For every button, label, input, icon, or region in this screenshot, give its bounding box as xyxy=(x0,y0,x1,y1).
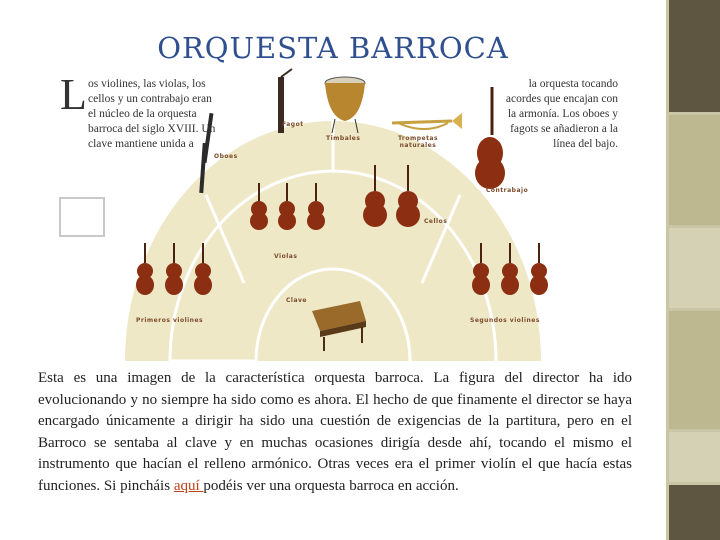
label-timbales: Timbales xyxy=(326,135,361,142)
infographic-title: ORQUESTA BARROCA xyxy=(157,31,509,65)
bar-block-mid xyxy=(669,311,720,429)
label-primeros-violines: Primeros violines xyxy=(136,317,204,324)
placeholder-box xyxy=(59,197,105,237)
intro-text-right: la orquesta tocando acordes que encajan con la armonía. Los oboes y fagots se añadieron a la línea del bajo. xyxy=(505,78,618,150)
bar-block-mid xyxy=(669,115,720,225)
intro-drop-cap: L xyxy=(60,70,87,119)
bar-block-light xyxy=(669,228,720,308)
orchestra-diagram xyxy=(30,25,636,361)
label-segundos-violines: Segundos violines xyxy=(470,317,540,324)
orchestra-infographic xyxy=(30,25,636,361)
bar-block-dark xyxy=(669,485,720,540)
label-clave: Clave xyxy=(286,297,307,304)
label-contrabajo: Contrabajo xyxy=(486,187,529,194)
bar-block-dark xyxy=(669,0,720,112)
label-violas: Violas xyxy=(274,253,298,260)
bar-block-light xyxy=(669,432,720,482)
right-decorative-bar xyxy=(666,0,720,540)
intro-text-left: os violines, las violas, los cellos y un contrabajo eran el núcleo de la orquesta barroca del siglo XVIII. Un clave mantiene unida a xyxy=(88,78,216,150)
caption-tail: podéis ver una orquesta barroca en acción. xyxy=(203,477,459,494)
orchestra-video-link[interactable]: aquí xyxy=(173,477,204,494)
label-oboes: Oboes xyxy=(214,153,238,160)
caption-text: Esta es una imagen de la característica orquesta barroca. La figura del director ha ido evolucionando y no siempre ha sido como es ahora. El hecho de que finamente el director se haya encargado únicamente a dirigir ha sido una cuestión de exigencias de la partitura, pero en el Barroco se sentaba al clave y en muchas ocasiones dirigía desde ahí, tocando el mismo el instrumento que hacían el relleno armónico. Otras veces era el primer violín el que hacía estas funciones. Si pincháis xyxy=(38,370,632,494)
trumpet-icon xyxy=(392,113,462,129)
label-fagot: Fagot xyxy=(282,121,304,128)
caption-paragraph xyxy=(38,368,632,497)
label-cellos: Cellos xyxy=(424,218,448,225)
label-trompetas: Trompetas naturales xyxy=(397,135,439,149)
